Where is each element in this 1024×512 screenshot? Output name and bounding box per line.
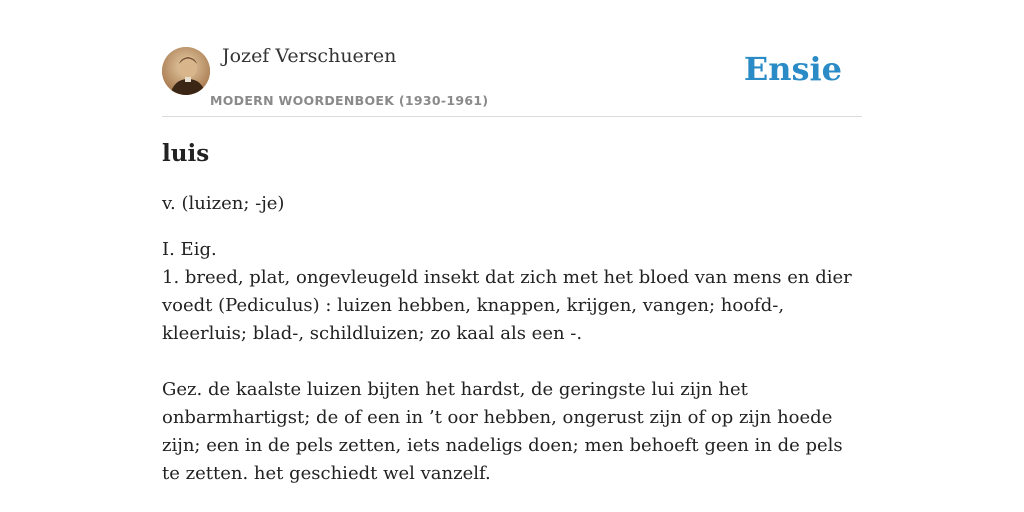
author-name[interactable]: Jozef Verschueren: [222, 45, 397, 67]
definition-block: [162, 236, 862, 488]
brand-logo[interactable]: Ensie: [743, 50, 842, 88]
sense-heading: I. Eig.: [162, 239, 217, 260]
expressions-text: Gez. de kaalste luizen bijten het hardst, de geringste lui zijn het onbarmhartigst; de of een in ’t oor hebben, ongerust zijn of op zijn hoede zijn; een in de pels zetten, iets nadeligs doen; men behoeft geen in de pels te zetten. het geschiedt wel vanzelf.: [162, 379, 843, 484]
source-label[interactable]: MODERN WOORDENBOEK (1930-1961): [210, 93, 489, 108]
definition-text: 1. breed, plat, ongevleugeld insekt dat zich met het bloed van mens en dier voedt (Pediculus) : luizen hebben, knappen, krijgen, vangen; hoofd-, kleerluis; blad-, schildluizen; zo kaal als een -.: [162, 267, 852, 344]
author-portrait-icon: [162, 47, 210, 95]
page-header: [162, 0, 862, 117]
entry-content: [162, 138, 862, 488]
author-avatar[interactable]: [162, 47, 210, 95]
headword: luis: [162, 140, 210, 167]
grammar-info: v. (luizen; -je): [162, 193, 285, 214]
